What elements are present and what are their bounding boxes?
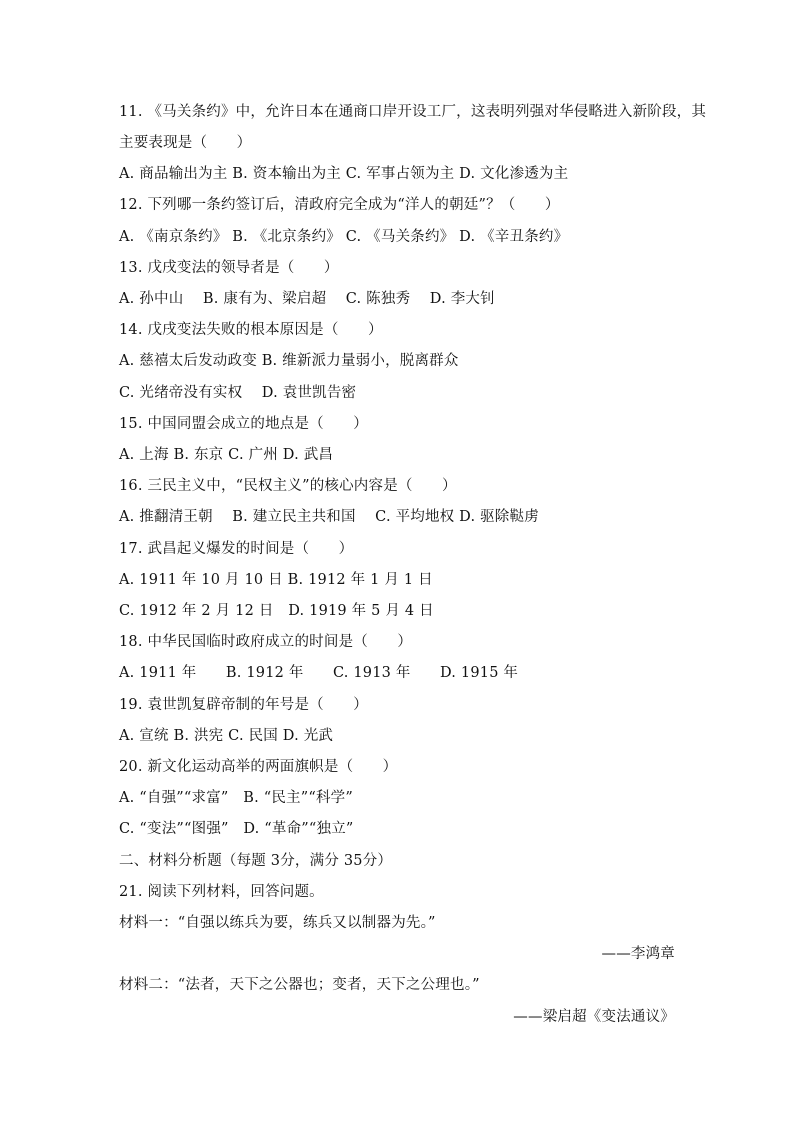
question-13-stem: 13. 戊戌变法的领导者是（ ） <box>119 260 339 276</box>
question-15-stem: 15. 中国同盟会成立的地点是（ ） <box>119 416 368 432</box>
question-20-options-line2: C. “变法”“图强” D. “革命”“独立” <box>119 821 354 837</box>
question-16-options: A. 推翻清王朝 B. 建立民主共和国 C. 平均地权 D. 驱除鞑虏 <box>119 509 539 525</box>
question-21-stem: 21. 阅读下列材料，回答问题。 <box>119 884 324 900</box>
question-14-options-line2: C. 光绪帝没有实权 D. 袁世凯告密 <box>119 385 357 401</box>
material-2-source: ——梁启超《变法通议》 <box>513 1009 675 1025</box>
question-17-options-line1: A. 1911 年 10 月 10 日 B. 1912 年 1 月 1 日 <box>119 572 433 588</box>
material-2-text: 材料二：“法者，天下之公器也；变者，天下之公理也。” <box>119 977 480 993</box>
material-1-source: ——李鸿章 <box>601 946 675 962</box>
question-20-stem: 20. 新文化运动高举的两面旗帜是（ ） <box>119 759 398 775</box>
question-16-stem: 16. 三民主义中，“民权主义”的核心内容是（ ） <box>119 478 457 494</box>
question-11-stem: 11. 《马关条约》中，允许日本在通商口岸开设工厂，这表明列强对华侵略进入新阶段，其 <box>119 104 707 120</box>
question-12-stem: 12. 下列哪一条约签订后，清政府完全成为“洋人的朝廷”？（ ） <box>119 197 560 213</box>
question-17-options-line2: C. 1912 年 2 月 12 日 D. 1919 年 5 月 4 日 <box>119 603 434 619</box>
question-12-options: A. 《南京条约》 B. 《北京条约》 C. 《马关条约》 D. 《辛丑条约》 <box>119 229 569 245</box>
question-14-options-line1: A. 慈禧太后发动政变 B. 维新派力量弱小，脱离群众 <box>119 353 459 369</box>
question-19-stem: 19. 袁世凯复辟帝制的年号是（ ） <box>119 697 368 713</box>
question-15-options: A. 上海 B. 东京 C. 广州 D. 武昌 <box>119 447 334 463</box>
question-11-options: A. 商品输出为主 B. 资本输出为主 C. 军事占领为主 D. 文化渗透为主 <box>119 166 569 182</box>
question-20-options-line1: A. “自强”“求富” B. “民主”“科学” <box>119 790 353 806</box>
question-18-stem: 18. 中华民国临时政府成立的时间是（ ） <box>119 634 413 650</box>
question-13-options: A. 孙中山 B. 康有为、梁启超 C. 陈独秀 D. 李大钊 <box>119 291 495 307</box>
material-1-text: 材料一：“自强以练兵为要，练兵又以制器为先。” <box>119 915 436 931</box>
question-14-stem: 14. 戊戌变法失败的根本原因是（ ） <box>119 322 383 338</box>
question-18-options: A. 1911 年 B. 1912 年 C. 1913 年 D. 1915 年 <box>119 665 519 681</box>
section-2-heading: 二、材料分析题（每题 3分，满分 35分） <box>119 853 393 869</box>
question-17-stem: 17. 武昌起义爆发的时间是（ ） <box>119 541 354 557</box>
question-11-stem-continued: 主要表现是（ ） <box>119 135 252 151</box>
question-19-options: A. 宣统 B. 洪宪 C. 民国 D. 光武 <box>119 728 334 744</box>
